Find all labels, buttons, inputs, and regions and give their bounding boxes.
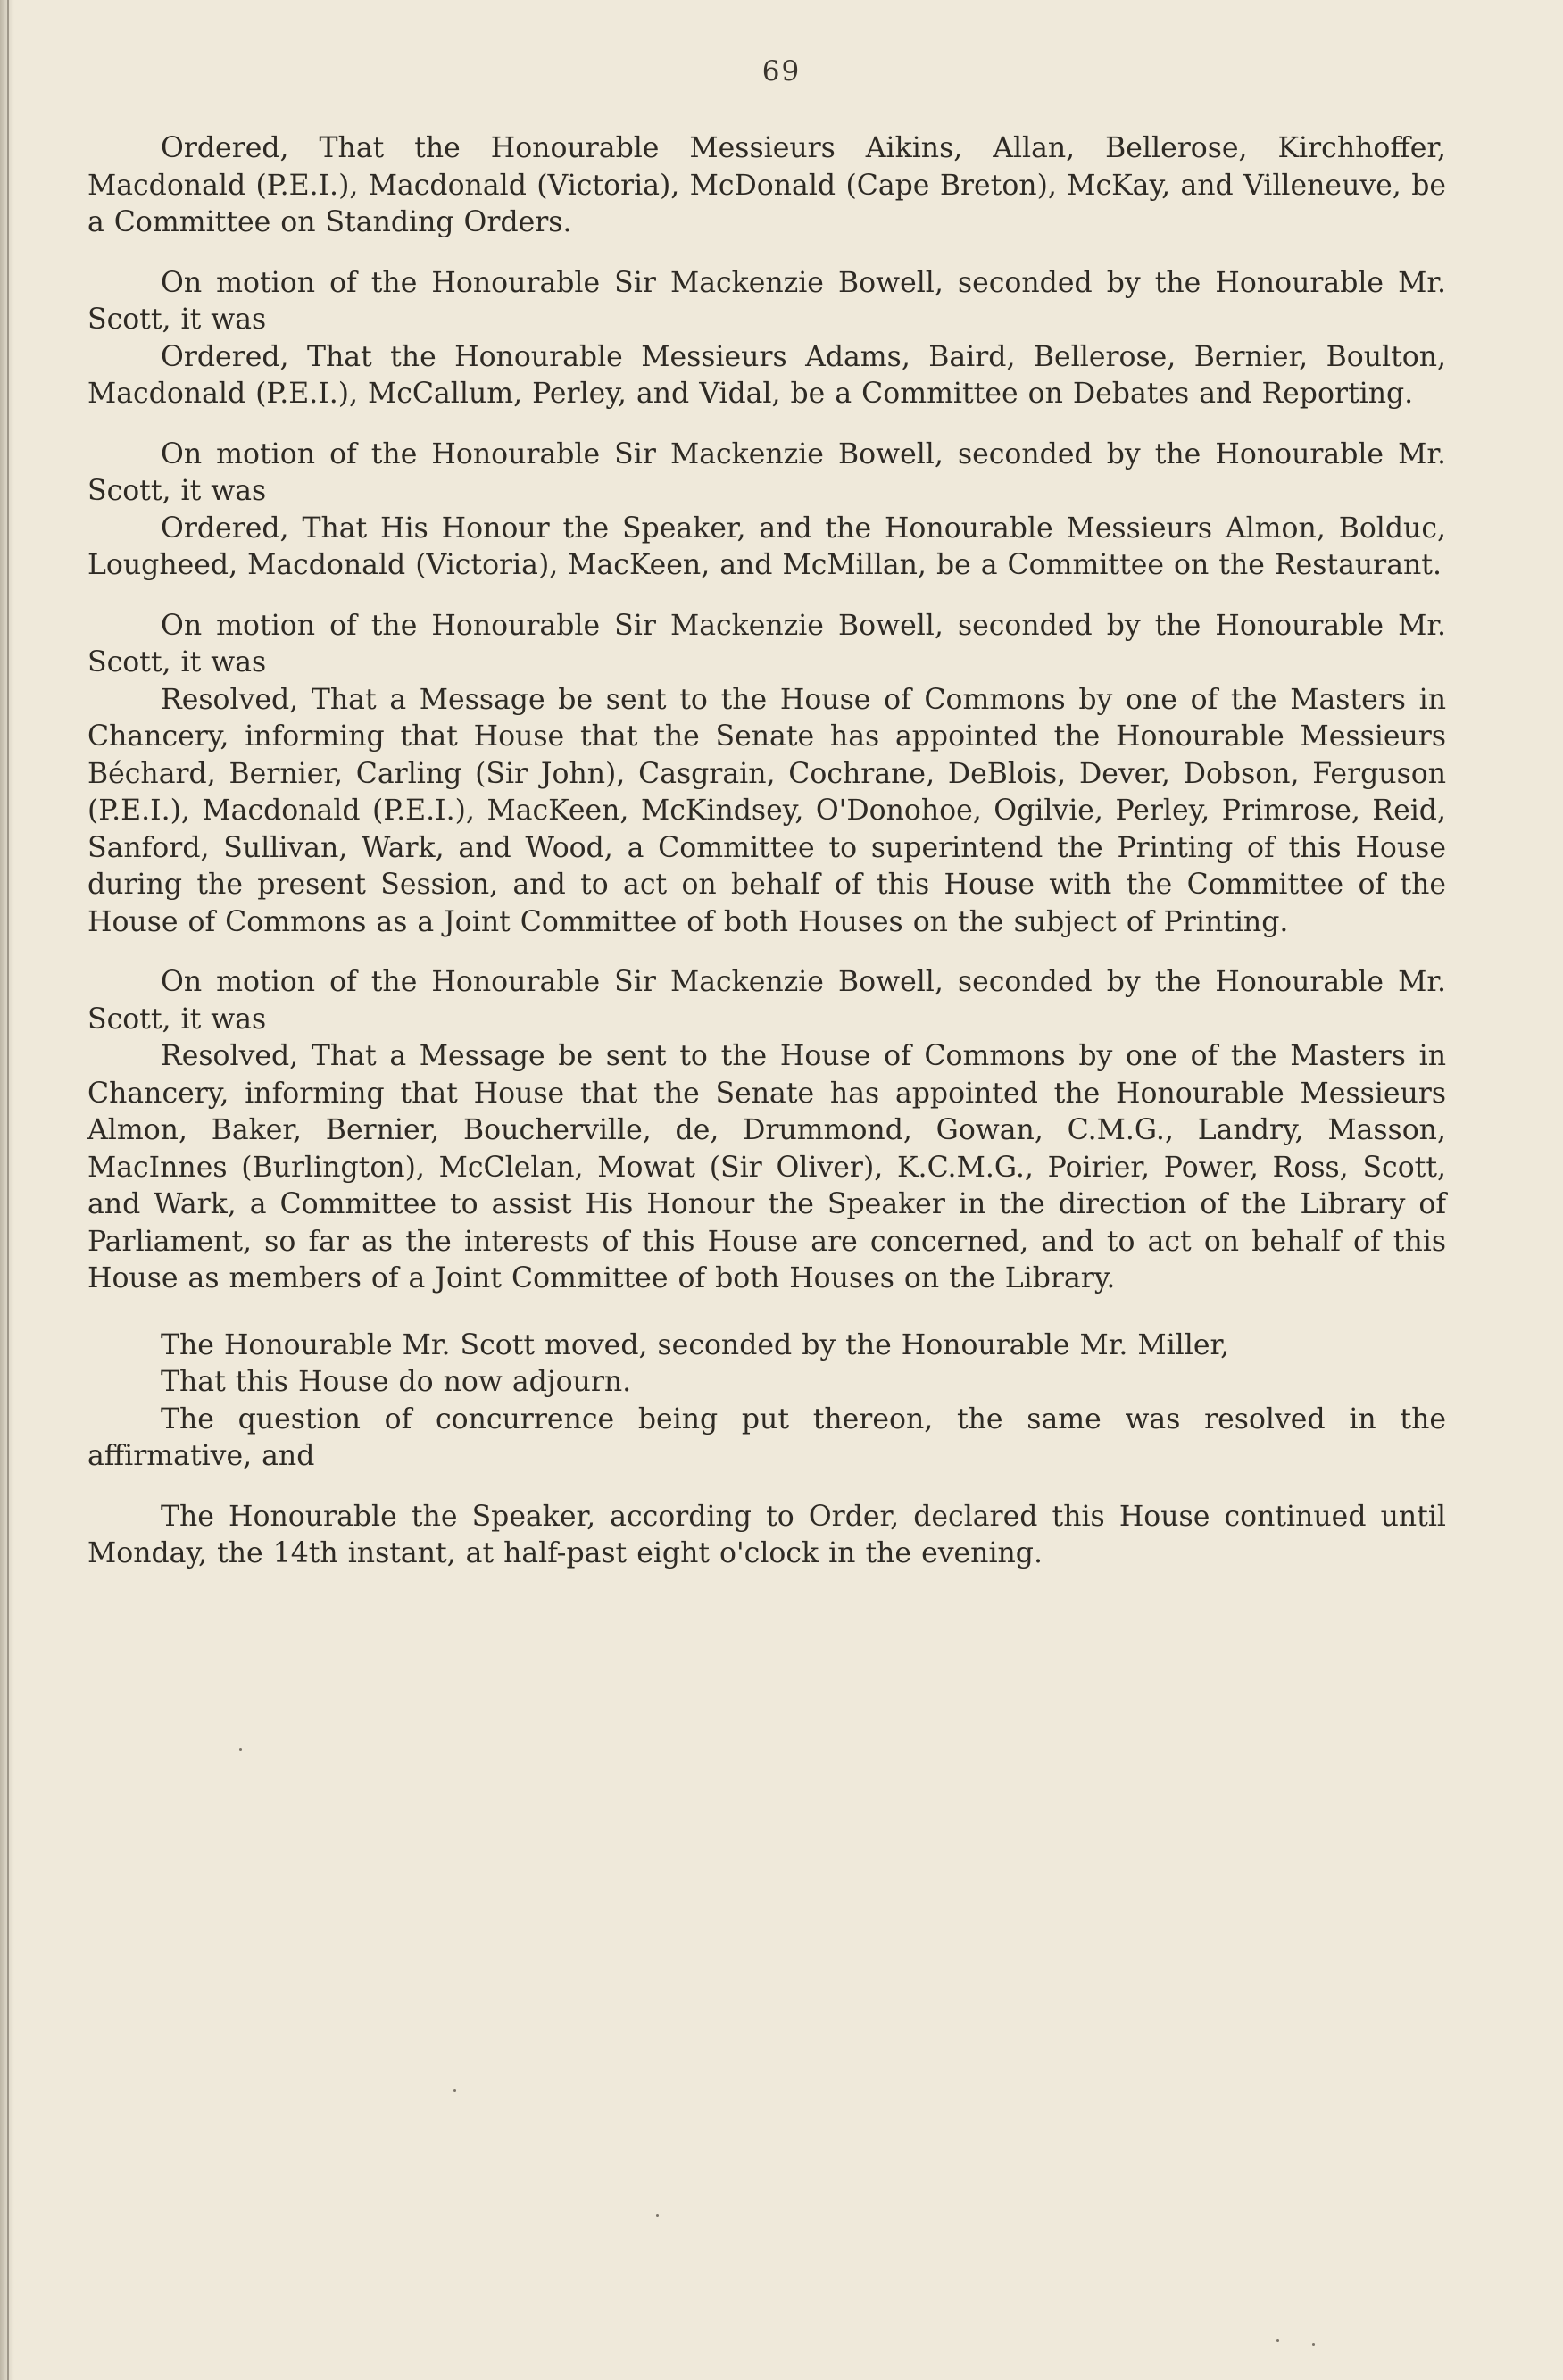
paper-speck	[656, 2214, 659, 2217]
paragraph-motion: On motion of the Honourable Sir Mackenzie Bowell, seconded by the Honourable Mr. Scott, it was	[87, 609, 1446, 678]
paper-speck	[453, 2089, 456, 2092]
paragraph-adjourn-text: That this House do now adjourn.	[161, 1366, 632, 1398]
paragraph-speaker-declaration: The Honourable the Speaker, according to Order, declared this House continued until Monday, the 14th instant, at half-past eight o'clock in the evening.	[87, 1500, 1446, 1569]
paragraph-restaurant-committee: Ordered, That His Honour the Speaker, and the Honourable Messieurs Almon, Bolduc, Lougheed, Macdonald (Victoria), MacKeen, and McMillan, be a Committee on the Restaurant.	[87, 512, 1446, 581]
page-binding-line	[7, 0, 9, 2380]
paragraph-gap	[87, 1476, 1446, 1499]
paragraph-debates-reporting-committee: Ordered, That the Honourable Messieurs Adams, Baird, Bellerose, Bernier, Boulton, Macdonald (P.E.I.), McCallum, Perley, and Vidal, be a Committee on Debates and Reporting.	[87, 340, 1446, 410]
paragraph-motion: On motion of the Honourable Sir Mackenzie Bowell, seconded by the Honourable Mr. Scott, it was	[87, 266, 1446, 336]
paragraph-gap	[87, 941, 1446, 964]
paragraph-motion: On motion of the Honourable Sir Mackenzie Bowell, seconded by the Honourable Mr. Scott, it was	[87, 437, 1446, 507]
paragraph-concurrence: The question of concurrence being put thereon, the same was resolved in the affirmative, and	[87, 1402, 1446, 1472]
paragraph-gap	[87, 413, 1446, 437]
page-number: 69	[761, 55, 802, 87]
page-body	[87, 130, 1446, 1573]
paragraph-library-committee: Resolved, That a Message be sent to the House of Commons by one of the Masters in Chancery, informing that House that the Senate has appointed the Honourable Messieurs Almon, Baker, Bernier, Boucherville, de, Drummond, Gowan, C.M.G., Landry, Masson, MacInnes (Burlington), McClelan, Mowat (Sir Oliver), K.C.M.G., Poirier, Power, Ross, Scott, and Wark, a Committee to assist His Honour the Speaker in the direction of the Library of Parliament, so far as the interests of this House are concerned, and to act on behalf of this House as members of a Joint Committee of both Houses on the Library.	[87, 1040, 1446, 1294]
paragraph-gap	[87, 585, 1446, 608]
paper-speck	[239, 1748, 242, 1751]
paper-speck	[1312, 2343, 1315, 2346]
paragraph-printing-committee: Resolved, That a Message be sent to the House of Commons by one of the Masters in Chancery, informing that House that the Senate has appointed the Honourable Messieurs Béchard, Bernier, Carling (Sir John), Casgrain, Cochrane, DeBlois, Dever, Dobson, Ferguson (P.E.I.), Macdonald (P.E.I.), MacKeen, McKindsey, O'Donohoe, Ogilvie, Perley, Primrose, Reid, Sanford, Sullivan, Wark, and Wood, a Committee to superintend the Printing of this House during the present Session, and to act on behalf of this House with the Committee of the House of Commons as a Joint Committee of both Houses on the subject of Printing.	[87, 683, 1446, 938]
paragraph-motion: On motion of the Honourable Sir Mackenzie Bowell, seconded by the Honourable Mr. Scott, it was	[87, 966, 1446, 1036]
paragraph-gap	[87, 242, 1446, 265]
paragraph-standing-orders-committee: Ordered, That the Honourable Messieurs Aikins, Allan, Bellerose, Kirchhoffer, Macdonald (P.E.I.), Macdonald (Victoria), McDonald (Cape Breton), McKay, and Villeneuve, be a Committee on Standing Orders.	[87, 132, 1446, 238]
paragraph-adjourn-motion: The Honourable Mr. Scott moved, seconded by the Honourable Mr. Miller,	[161, 1328, 1230, 1361]
paragraph-gap	[87, 1298, 1446, 1327]
paper-speck	[1276, 2339, 1279, 2342]
